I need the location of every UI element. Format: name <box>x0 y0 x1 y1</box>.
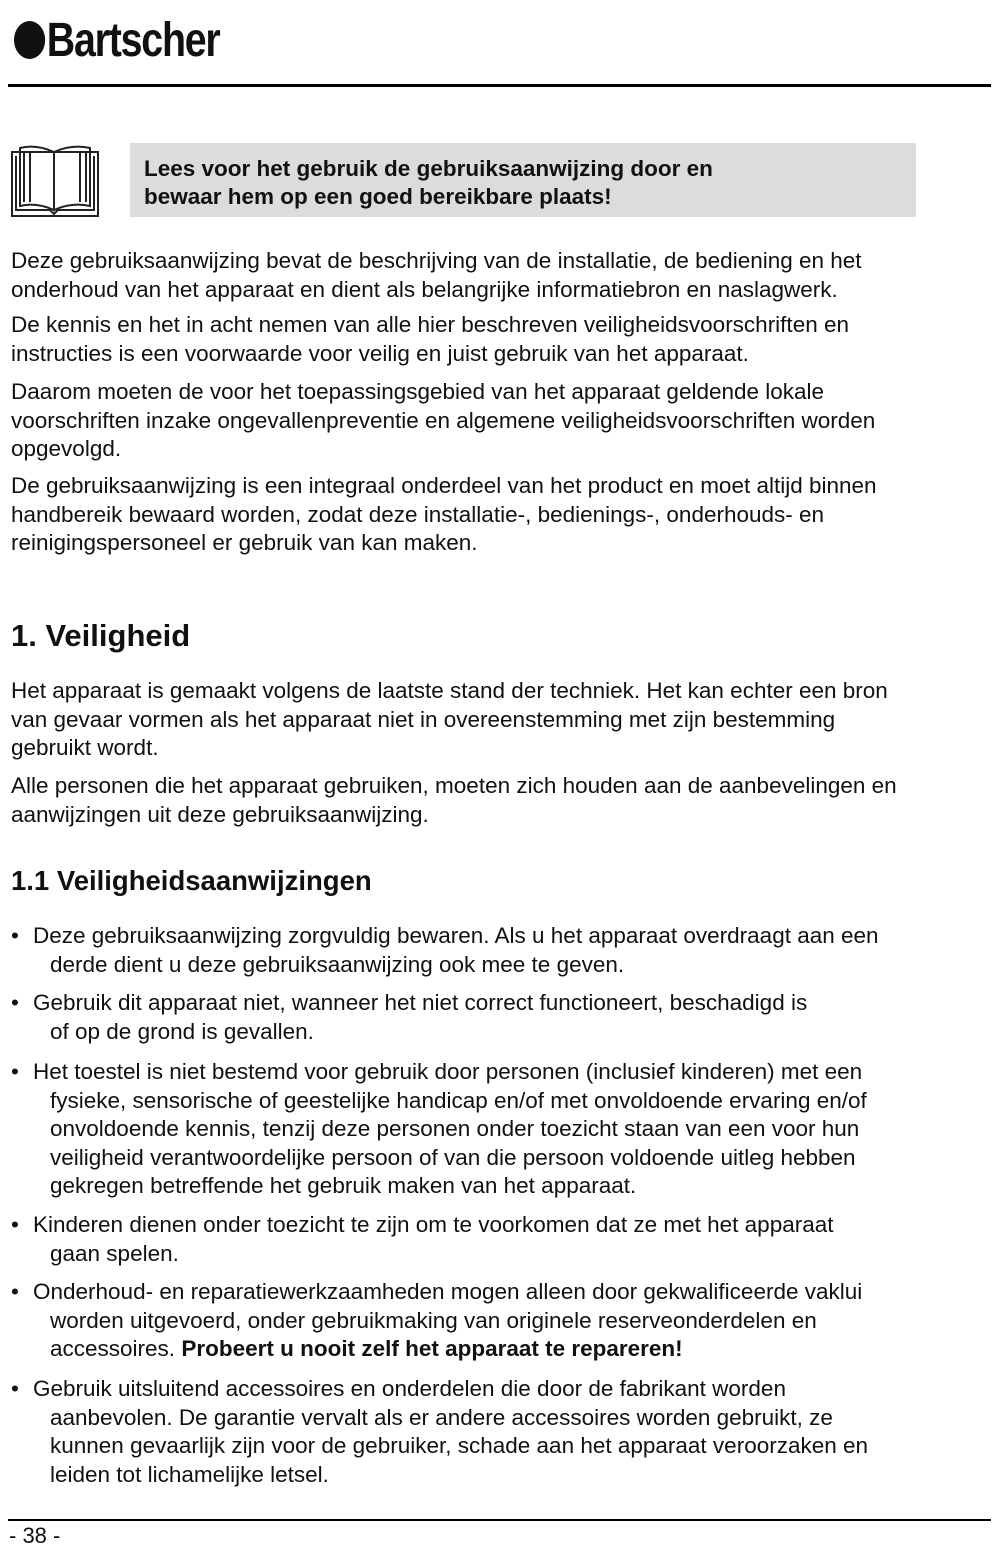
footer-rule <box>8 1519 991 1521</box>
text-line: veiligheid verantwoordelijke persoon of van die persoon voldoende uitleg hebben <box>50 1144 856 1170</box>
text-line: Het apparaat is gemaakt volgens de laatste stand der techniek. Het kan echter een bron <box>11 678 888 703</box>
text-line: De kennis en het in acht nemen van alle hier beschreven veiligheidsvoorschriften en <box>11 312 849 337</box>
text-line: Daarom moeten de voor het toepassingsgebied van het apparaat geldende lokale <box>11 379 825 404</box>
text-line: reinigingspersoneel er gebruik van kan maken. <box>11 530 478 555</box>
text-line: gaan spelen. <box>50 1240 179 1266</box>
text-line: Kinderen dienen onder toezicht te zijn om te voorkomen dat ze met het apparaat <box>33 1212 834 1237</box>
text-line: van gevaar vormen als het apparaat niet in overeenstemming met zijn bestemming <box>11 706 836 732</box>
text-segment: accessoires. <box>50 1336 182 1361</box>
warning-text: Probeert u nooit zelf het apparaat te repareren! <box>181 1336 683 1361</box>
brand-logo <box>14 6 219 76</box>
logo-text: Bartscher <box>46 14 220 67</box>
text-line: onvoldoende kennis, tenzij deze personen onder toezicht staan van een voor hun <box>50 1116 860 1141</box>
text-line: handbereik bewaard worden, zodat deze installatie-, bedienings-, onderhouds- en <box>11 501 825 527</box>
intro-paragraph <box>11 472 996 558</box>
text-line: voorschriften inzake ongevallenpreventie en algemene veiligheidsvoorschriften worden <box>11 407 876 433</box>
intro-paragraph <box>11 378 996 464</box>
text-line: kunnen gevaarlijk zijn voor de gebruiker, schade aan het apparaat veroorzaken en <box>50 1433 869 1458</box>
text-line: De gebruiksaanwijzing is een integraal onderdeel van het product en moet altijd binnen <box>11 473 877 498</box>
page-number: - 38 - <box>9 1523 61 1548</box>
text-line: leiden tot lichamelijke letsel. <box>50 1461 329 1487</box>
text-line: derde dient u deze gebruiksaanwijzing ook mee te geven. <box>50 951 625 977</box>
text-line <box>11 1335 996 1364</box>
section-paragraph <box>11 677 996 763</box>
text-line: Deze gebruiksaanwijzing zorgvuldig bewaren. Als u het apparaat overdraagt aan een <box>33 923 879 948</box>
list-item <box>11 989 996 1046</box>
list-item <box>11 1211 996 1268</box>
text-line: Gebruik dit apparaat niet, wanneer het niet correct functioneert, beschadigd is <box>33 990 808 1015</box>
text-line: Deze gebruiksaanwijzing bevat de beschrijving van de installatie, de bediening en het <box>11 248 862 273</box>
text-line: fysieke, sensorische of geestelijke handicap en/of met onvoldoende ervaring en/of <box>50 1087 867 1113</box>
text-line: of op de grond is gevallen. <box>50 1018 314 1044</box>
logo-mark-icon <box>14 21 45 59</box>
text-line: Het toestel is niet bestemd voor gebruik door personen (inclusief kinderen) met een <box>33 1059 863 1084</box>
text-line: Onderhoud- en reparatiewerkzaamheden mogen alleen door gekwalificeerde vaklui <box>33 1279 863 1304</box>
bullet-icon: • <box>11 923 19 948</box>
text-line: instructies is een voorwaarde voor veilig en juist gebruik van het apparaat. <box>11 340 749 366</box>
notice-line: Lees voor het gebruik de gebruiksaanwijzing door en <box>144 156 713 181</box>
notice-box <box>130 143 916 217</box>
text-line: Alle personen die het apparaat gebruiken, moeten zich houden aan de aanbevelingen en <box>11 773 897 798</box>
bullet-icon: • <box>11 990 19 1015</box>
text-line: gebruikt wordt. <box>11 735 159 760</box>
list-item <box>11 1375 996 1489</box>
intro-paragraph <box>11 311 996 368</box>
list-item <box>11 1278 996 1364</box>
subsection-title: 1.1 Veiligheidsaanwijzingen <box>11 865 372 896</box>
open-book-icon <box>10 144 100 218</box>
bullet-icon: • <box>11 1279 19 1304</box>
text-line: Gebruik uitsluitend accessoires en onderdelen die door de fabrikant worden <box>33 1376 786 1401</box>
bullet-icon: • <box>11 1376 19 1401</box>
list-item <box>11 1058 996 1201</box>
bullet-icon: • <box>11 1212 19 1237</box>
text-line: aanbevolen. De garantie vervalt als er andere accessoires worden gebruikt, ze <box>50 1404 833 1430</box>
text-line: aanwijzingen uit deze gebruiksaanwijzing. <box>11 801 429 827</box>
text-line: onderhoud van het apparaat en dient als belangrijke informatiebron en naslagwerk. <box>11 276 838 302</box>
list-item <box>11 922 996 979</box>
section-paragraph <box>11 772 996 829</box>
text-line: worden uitgevoerd, onder gebruikmaking van originele reserveonderdelen en <box>50 1307 817 1333</box>
header-rule <box>8 84 991 87</box>
text-line: opgevolgd. <box>11 436 122 461</box>
intro-paragraph <box>11 247 996 304</box>
bullet-icon: • <box>11 1059 19 1084</box>
text-line: gekregen betreffende het gebruik maken van het apparaat. <box>50 1173 637 1198</box>
section-title: 1. Veiligheid <box>11 618 191 653</box>
notice-line: bewaar hem op een goed bereikbare plaats! <box>144 184 612 209</box>
